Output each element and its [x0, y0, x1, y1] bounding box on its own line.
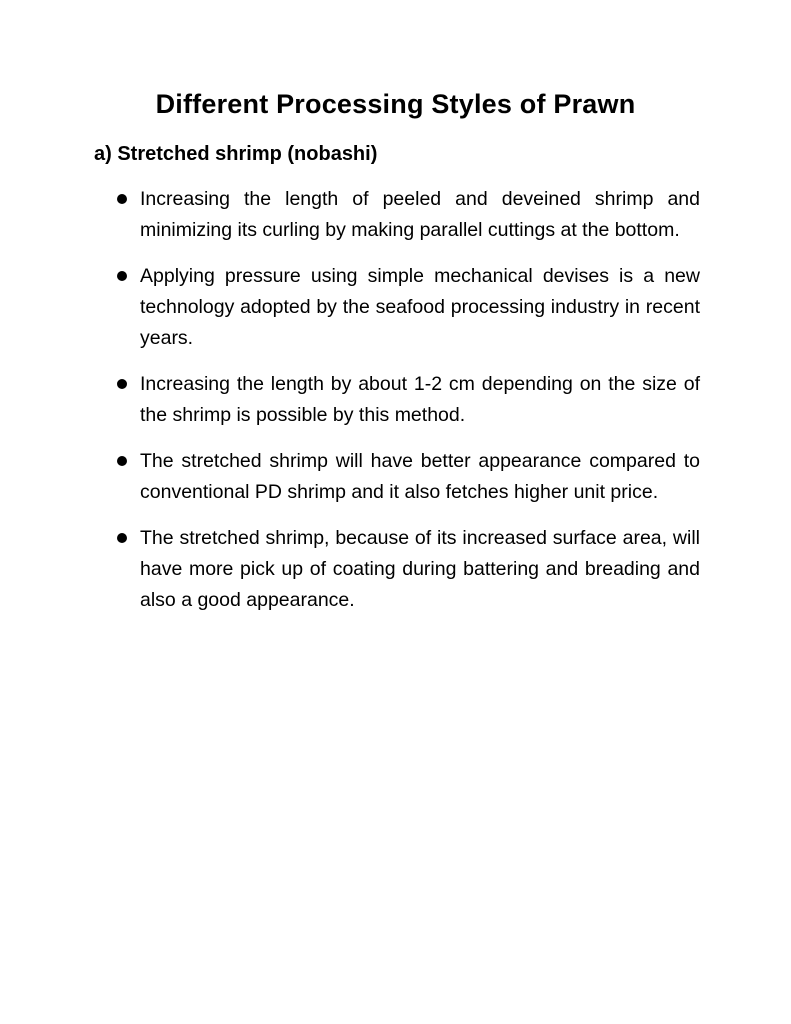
bullet-dot-icon: [117, 533, 127, 543]
bullet-item: [115, 446, 700, 508]
page-title: Different Processing Styles of Prawn: [155, 89, 636, 119]
bullet-item: [115, 523, 700, 616]
bullet-text: Applying pressure using simple mechanical devises is a new technology adopted by the seafood processing industry in recent years.: [140, 265, 700, 349]
bullet-dot-icon: [117, 194, 127, 204]
bullet-list: [115, 184, 700, 631]
bullet-text: The stretched shrimp will have better appearance compared to conventional PD shrimp and it also fetches higher unit price.: [140, 450, 700, 503]
bullet-dot-icon: [117, 456, 127, 466]
bullet-item: [115, 261, 700, 354]
section-heading: a) Stretched shrimp (nobashi): [94, 143, 378, 165]
bullet-text: Increasing the length by about 1-2 cm depending on the size of the shrimp is possible by this method.: [140, 373, 700, 426]
bullet-dot-icon: [117, 271, 127, 281]
bullet-text: The stretched shrimp, because of its increased surface area, will have more pick up of coating during battering and breading and also a good appearance.: [140, 527, 700, 611]
bullet-item: [115, 369, 700, 431]
bullet-dot-icon: [117, 379, 127, 389]
bullet-text: Increasing the length of peeled and deveined shrimp and minimizing its curling by making parallel cuttings at the bottom.: [140, 188, 700, 241]
bullet-item: [115, 184, 700, 246]
